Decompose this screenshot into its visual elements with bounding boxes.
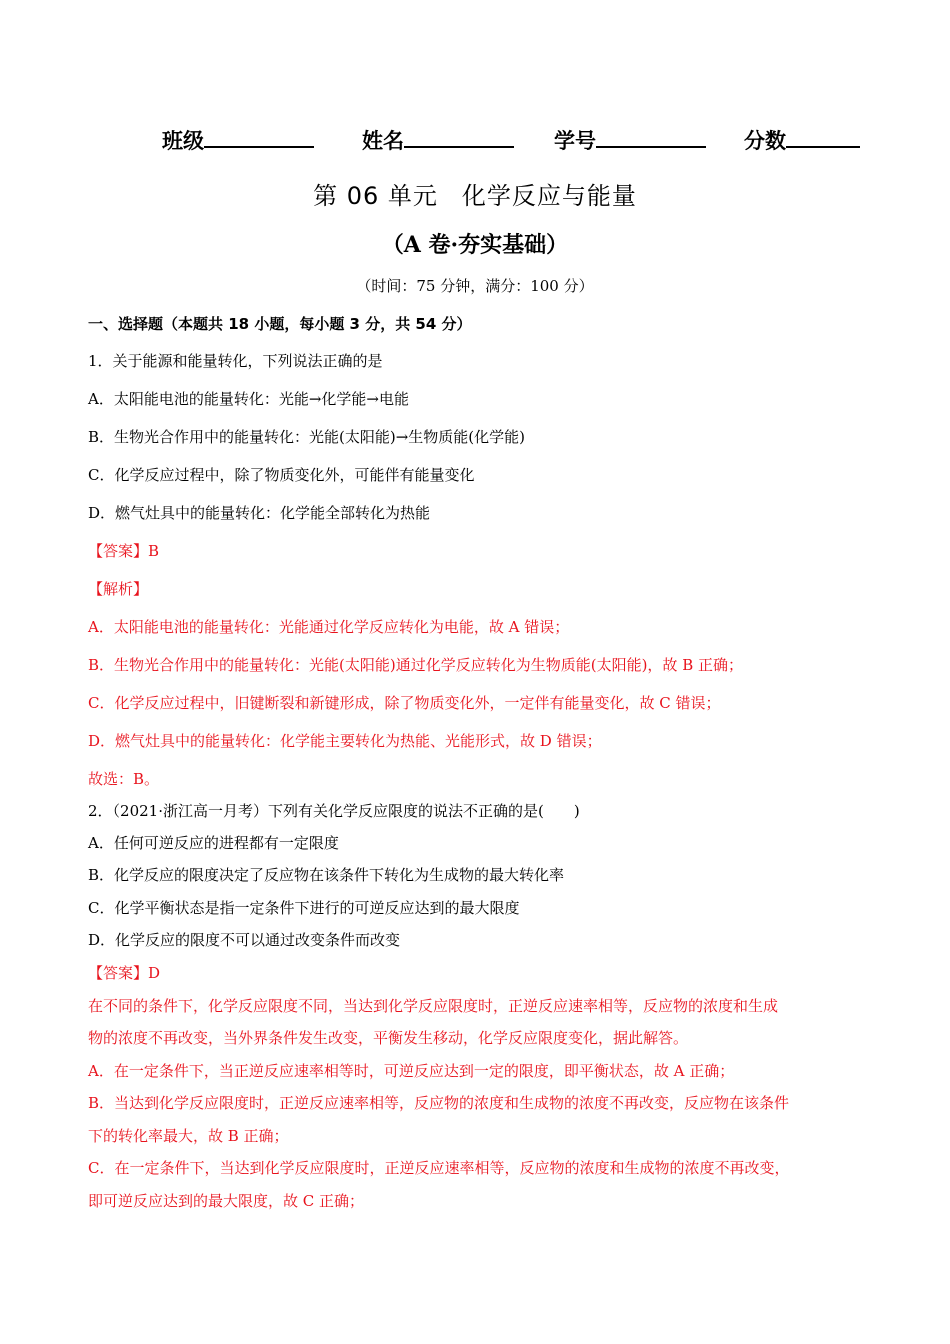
- topic-title: 化学反应与能量: [461, 182, 637, 210]
- score-blank: [786, 124, 860, 148]
- name-blank: [404, 124, 514, 148]
- q1-analysis-label: 【解析】: [88, 580, 149, 598]
- q1-option-b: B．生物光合作用中的能量转化：光能(太阳能)→生物质能(化学能): [88, 428, 526, 446]
- section-heading: 一、选择题（本题共 18 小题，每小题 3 分，共 54 分）: [88, 315, 472, 333]
- q2-analysis-b-line-2: 下的转化率最大，故 B 正确；: [88, 1127, 289, 1145]
- student-id-field: [554, 124, 706, 155]
- q1-analysis-c: C．化学反应过程中，旧键断裂和新键形成，除了物质变化外，一定伴有能量变化，故 C 错误；: [88, 694, 721, 712]
- page-subtitle: （A 卷·夯实基础）: [381, 232, 569, 258]
- student-id-label: 学号: [554, 129, 596, 153]
- page-title: [0, 176, 950, 211]
- q2-answer-value: D: [148, 964, 161, 982]
- q2-analysis-line-1: 在不同的条件下，化学反应限度不同，当达到化学反应限度时，正逆反应速率相等，反应物的浓度和生成: [88, 997, 779, 1015]
- q1-option-c: C．化学反应过程中，除了物质变化外，可能伴有能量变化: [88, 466, 475, 484]
- class-label: 班级: [162, 129, 204, 153]
- q1-answer-label: 【答案】: [88, 542, 149, 560]
- student-id-blank: [596, 124, 706, 148]
- class-field: [162, 124, 314, 155]
- q1-conclusion: 故选：B。: [88, 770, 160, 788]
- q1-analysis-d: D．燃气灶具中的能量转化：化学能主要转化为热能、光能形式，故 D 错误；: [88, 732, 602, 750]
- q2-analysis-line-2: 物的浓度不再改变，当外界条件发生改变，平衡发生移动，化学反应限度变化，据此解答。: [88, 1029, 689, 1047]
- q2-analysis-b-line-1: B．当达到化学反应限度时，正逆反应速率相等，反应物的浓度和生成物的浓度不再改变，反应物在该条件: [88, 1094, 790, 1112]
- score-field: [744, 124, 860, 155]
- unit-title: 第 06 单元: [313, 182, 438, 210]
- q1-answer-value: B: [148, 542, 160, 560]
- q2-answer-label: 【答案】: [88, 964, 149, 982]
- q1-stem: 1．关于能源和能量转化，下列说法正确的是: [88, 352, 383, 370]
- q1-analysis-a: A．太阳能电池的能量转化：光能通过化学反应转化为电能，故 A 错误；: [88, 618, 570, 636]
- q2-option-b: B．化学反应的限度决定了反应物在该条件下转化为生成物的最大转化率: [88, 866, 565, 884]
- q1-option-d: D．燃气灶具中的能量转化：化学能全部转化为热能: [88, 504, 431, 522]
- q2-answer: [88, 962, 868, 983]
- student-info-row: [162, 124, 872, 158]
- q2-analysis-a: A．在一定条件下，当正逆反应速率相等时，可逆反应达到一定的限度，即平衡状态，故 A 正确；: [88, 1062, 735, 1080]
- q2-stem: 2．（2021·浙江高一月考）下列有关化学反应限度的说法不正确的是( ): [88, 802, 580, 820]
- q1-option-a: A．太阳能电池的能量转化：光能→化学能→电能: [88, 390, 409, 408]
- q2-option-c: C．化学平衡状态是指一定条件下进行的可逆反应达到的最大限度: [88, 899, 520, 917]
- class-blank: [204, 124, 314, 148]
- name-label: 姓名: [362, 129, 404, 153]
- time-info: （时间：75 分钟，满分：100 分）: [356, 277, 594, 295]
- q1-analysis-b: B．生物光合作用中的能量转化：光能(太阳能)通过化学反应转化为生物质能(太阳能)，故 B 正确；: [88, 656, 743, 674]
- score-label: 分数: [744, 129, 786, 153]
- name-field: [362, 124, 514, 155]
- q2-analysis-c-line-2: 即可逆反应达到的最大限度，故 C 正确；: [88, 1192, 365, 1210]
- q2-option-d: D．化学反应的限度不可以通过改变条件而改变: [88, 931, 401, 949]
- q2-option-a: A．任何可逆反应的进程都有一定限度: [88, 834, 339, 852]
- q2-analysis-c-line-1: C．在一定条件下，当达到化学反应限度时，正逆反应速率相等，反应物的浓度和生成物的浓度不再改变，: [88, 1159, 790, 1177]
- q1-answer: [88, 540, 868, 561]
